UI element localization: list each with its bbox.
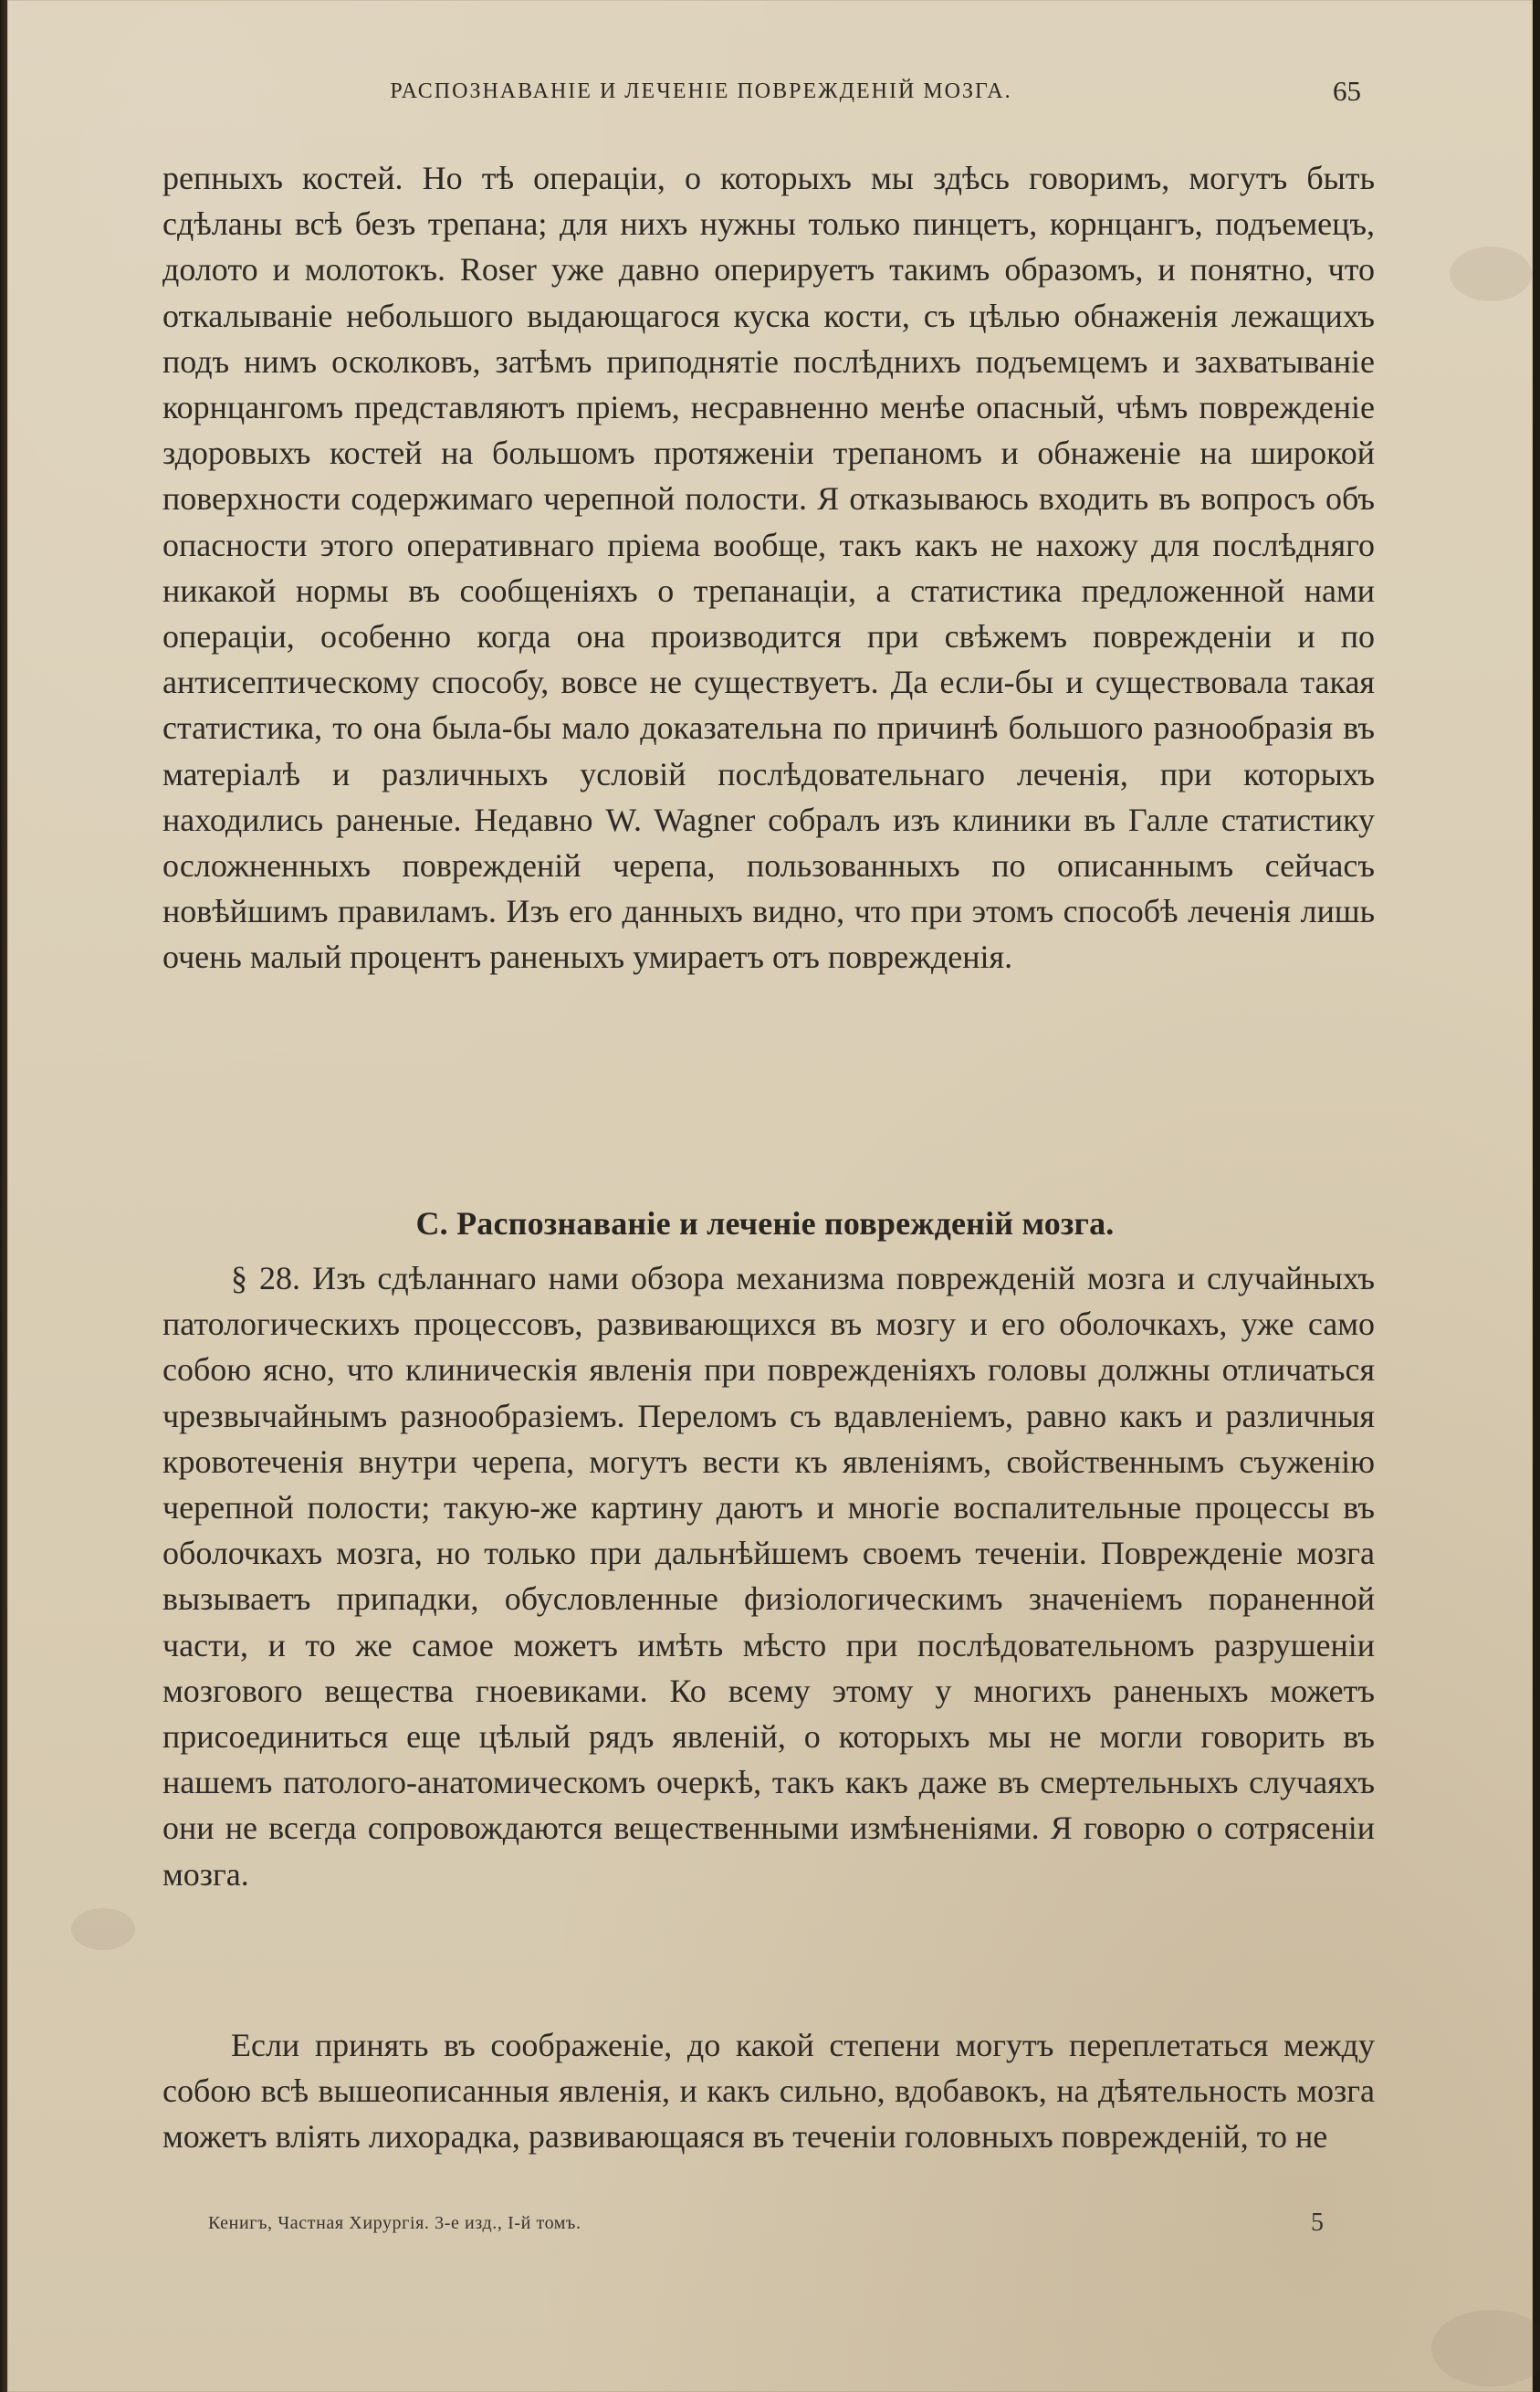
paragraph-text: репныхъ костей. Но тѣ операціи, о которыхъ мы здѣсь говоримъ, могутъ быть сдѣланы всѣ безъ трепана; для нихъ нужны только пинцетъ, корнцангъ, подъемецъ, долото и молотокъ. Roser уже давно оперируетъ такимъ образомъ, и понятно, что откалываніе небольшого выдающагося куска кости, съ цѣлью обнаженія лежащихъ подъ нимъ осколковъ, затѣмъ приподнятіе послѣднихъ подъемцемъ и захватываніе корнцангомъ представляютъ пріемъ, несравненно менѣе опасный, чѣмъ поврежденіе здоровыхъ костей на большомъ протяженіи трепаномъ и обнаженіе на широкой поверхности содержимаго черепной полости. Я отказываюсь входить въ вопросъ объ опасности этого оперативнаго пріема вообще, такъ какъ не нахожу для послѣдняго никакой нормы въ сообщеніяхъ о трепанаціи, а статистика предложенной нами операціи, особенно когда она производится при свѣжемъ поврежденіи и по антисептическому способу, вовсе не существуетъ. Да если-бы и существовала такая статистика, то она была-бы мало доказательна по причинѣ большого разнообразія въ матеріалѣ и различныхъ условій послѣдовательнаго леченія, при которыхъ находились раненые. Недавно W. Wagner собралъ изъ клиники въ Галле статистику осложненныхъ поврежденій черепа, пользованныхъ по описаннымъ сейчасъ новѣйшимъ правиламъ. Изъ его данныхъ видно, что при этомъ способѣ леченія лишь очень малый процентъ раненыхъ умираетъ отъ поврежденія.	[162, 160, 1375, 976]
paper-stain	[71, 1908, 135, 1950]
paper-stain	[1431, 2310, 1540, 2387]
paragraph-text: § 28. Изъ сдѣланнаго нами обзора механизма поврежденій мозга и случайныхъ патологическихъ процессовъ, развивающихся въ мозгу и его оболочкахъ, уже само собою ясно, что клиническія явленія при поврежденіяхъ головы должны отличаться чрезвычайнымъ разнообразіемъ. Переломъ съ вдавленіемъ, равно какъ и различныя кровотеченія внутри черепа, могутъ вести къ явленіямъ, свойственнымъ съуженію черепной полости; такую-же картину даютъ и многіе воспалительные процессы въ оболочкахъ мозга, но только при дальнѣйшемъ своемъ теченіи. Поврежденіе мозга вызываетъ припадки, обусловленные физіологическимъ значеніемъ пораненной части, и то же самое можетъ имѣть мѣсто при послѣдовательномъ разрушеніи мозгового вещества гноевиками. Ко всему этому у многихъ раненыхъ можетъ присоединиться еще цѣлый рядъ явленій, о которыхъ мы не могли говорить въ нашемъ патолого-анатомическомъ очеркѣ, такъ какъ даже въ смертельныхъ случаяхъ они не всегда сопровождаются вещественными измѣненіями. Я говорю о сотрясеніи мозга.	[162, 1260, 1375, 1893]
body-paragraph-1	[162, 155, 1375, 981]
section-heading: С. Распознаваніе и леченіе поврежденій мозга.	[415, 1205, 1115, 1242]
body-paragraph-3	[162, 2022, 1375, 2160]
running-header-title: РАСПОЗНАВАНІЕ И ЛЕЧЕНІЕ ПОВРЕЖДЕНІЙ МОЗГА.	[390, 79, 1012, 103]
page-number: 65	[1333, 75, 1361, 107]
paragraph-text: Если принять въ соображеніе, до какой степени могутъ переплетаться между собою всѣ вышеописанныя явленія, и какъ сильно, вдобавокъ, на дѣятельность мозга можетъ вліять лихорадка, развивающаяся въ теченіи головныхъ поврежденій, то не	[162, 2027, 1375, 2156]
signature-mark: 5	[1311, 2208, 1324, 2237]
body-paragraph-2	[162, 1255, 1375, 1897]
footer-citation: Кенигъ, Частная Хирургія. 3-е изд., I-й томъ.	[208, 2213, 581, 2233]
paper-stain	[1450, 247, 1532, 301]
running-header	[208, 79, 1358, 104]
book-page	[7, 0, 1533, 2392]
